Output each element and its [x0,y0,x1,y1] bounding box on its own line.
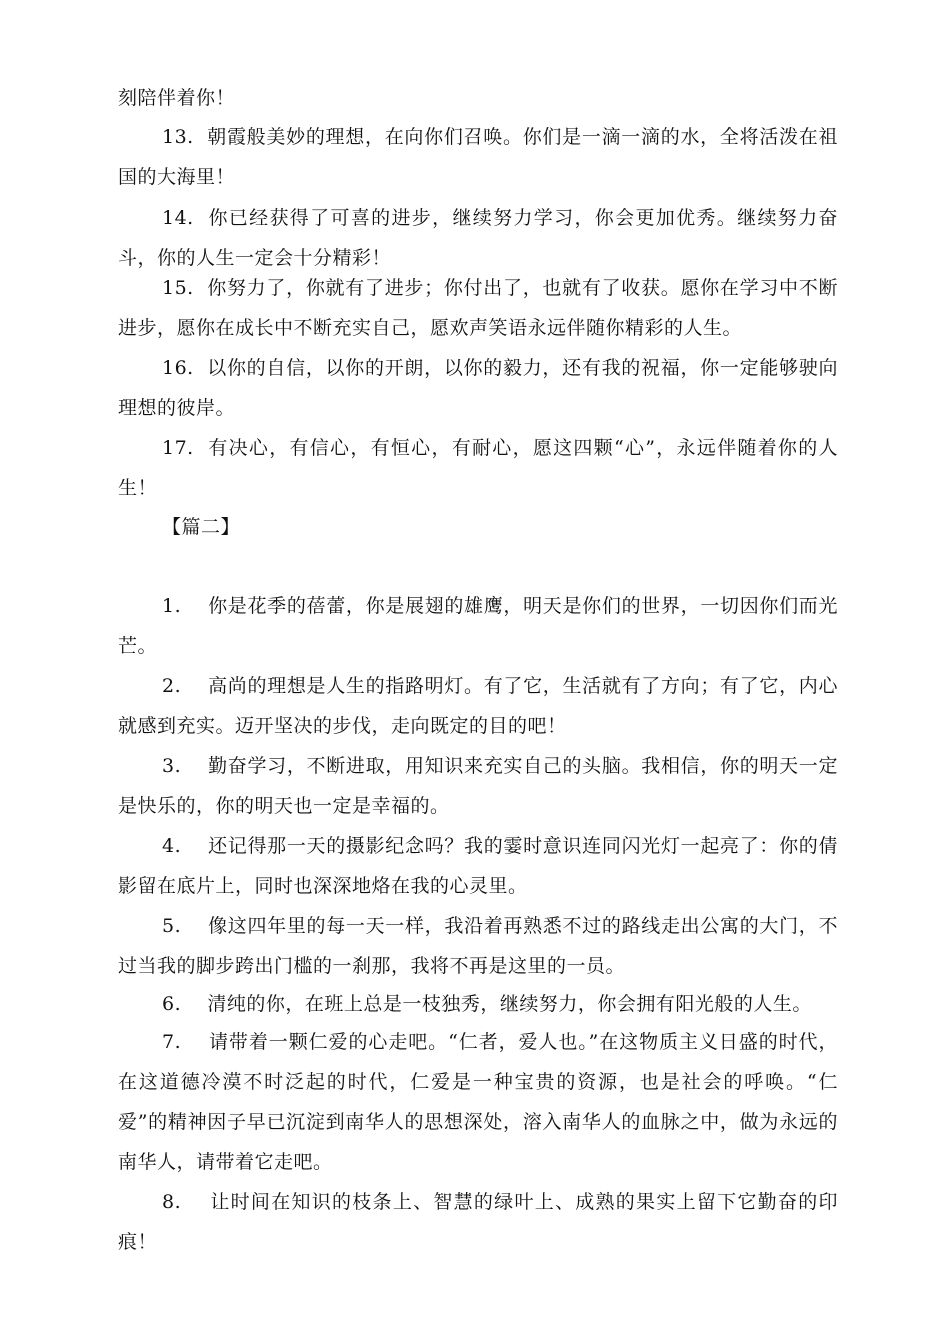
list-item [118,268,838,348]
item-text: 以你的自信，以你的开朗，以你的毅力，还有我的祝福，你一定能够驶向理想的彼岸。 [118,357,838,419]
item-text: 有决心，有信心，有恒心，有耐心，愿这四颗“心”，永远伴随着你的人生！ [118,437,838,499]
item-number: 13. [162,126,194,148]
item-number: 5. [162,915,182,937]
item-text: 勤奋学习，不断进取，用知识来充实自己的头脑。我相信，你的明天一定是快乐的，你的明天也一定是幸福的。 [118,755,838,817]
list-item [118,586,838,666]
item-number: 2. [162,675,182,697]
item-text: 清纯的你，在班上总是一枝独秀，继续努力，你会拥有阳光般的人生。 [207,993,812,1015]
list-item [118,117,838,197]
list-item [118,666,838,746]
list-item [118,1182,838,1262]
list-item [118,984,838,1024]
item-number: 16. [162,357,194,379]
item-number: 3. [162,755,182,777]
item-number: 15. [162,277,194,299]
list-item [118,1022,838,1182]
carry-over-line: 刻陪伴着你！ [118,87,236,109]
item-text: 像这四年里的每一天一样，我沿着再熟悉不过的路线走出公寓的大门，不过当我的脚步跨出门槛的一刹那，我将不再是这里的一员。 [118,915,838,977]
list-item [118,906,838,986]
item-text: 你努力了，你就有了进步；你付出了，也就有了收获。愿你在学习中不断进步，愿你在成长中不断充实自己，愿欢声笑语永远伴随你精彩的人生。 [118,277,838,339]
item-text: 请带着一颗仁爱的心走吧。“仁者，爱人也。”在这物质主义日盛的时代，在这道德冷漠不时泛起的时代，仁爱是一种宝贵的资源，也是社会的呼唤。“仁爱”的精神因子早已沉淀到南华人的思想深处，溶入南华人的血脉之中，做为永远的南华人，请带着它走吧。 [118,1031,838,1173]
list-item [118,198,838,278]
item-number: 4. [162,835,182,857]
item-text: 你已经获得了可喜的进步，继续努力学习，你会更加优秀。继续努力奋斗，你的人生一定会十分精彩！ [118,207,838,269]
item-number: 14. [162,207,194,229]
list-item [118,746,838,826]
item-text: 你是花季的蓓蕾，你是展翅的雄鹰，明天是你们的世界，一切因你们而光芒。 [118,595,838,657]
item-number: 6. [162,993,182,1015]
item-text: 让时间在知识的枝条上、智慧的绿叶上、成熟的果实上留下它勤奋的印痕！ [118,1191,838,1253]
list-item [118,428,838,508]
item-number: 8. [162,1191,182,1213]
item-text: 朝霞般美妙的理想，在向你们召唤。你们是一滴一滴的水，全将活泼在祖国的大海里！ [118,126,838,188]
section-heading: 【篇二】 [162,516,241,538]
item-text: 还记得那一天的摄影纪念吗？我的霎时意识连同闪光灯一起亮了：你的倩影留在底片上，同时也深深地烙在我的心灵里。 [118,835,838,897]
item-text: 高尚的理想是人生的指路明灯。有了它，生活就有了方向；有了它，内心就感到充实。迈开坚决的步伐，走向既定的目的吧！ [118,675,838,737]
item-number: 1. [162,595,182,617]
list-item [118,348,838,428]
list-item [118,826,838,906]
item-number: 7. [162,1031,182,1053]
item-number: 17. [162,437,194,459]
